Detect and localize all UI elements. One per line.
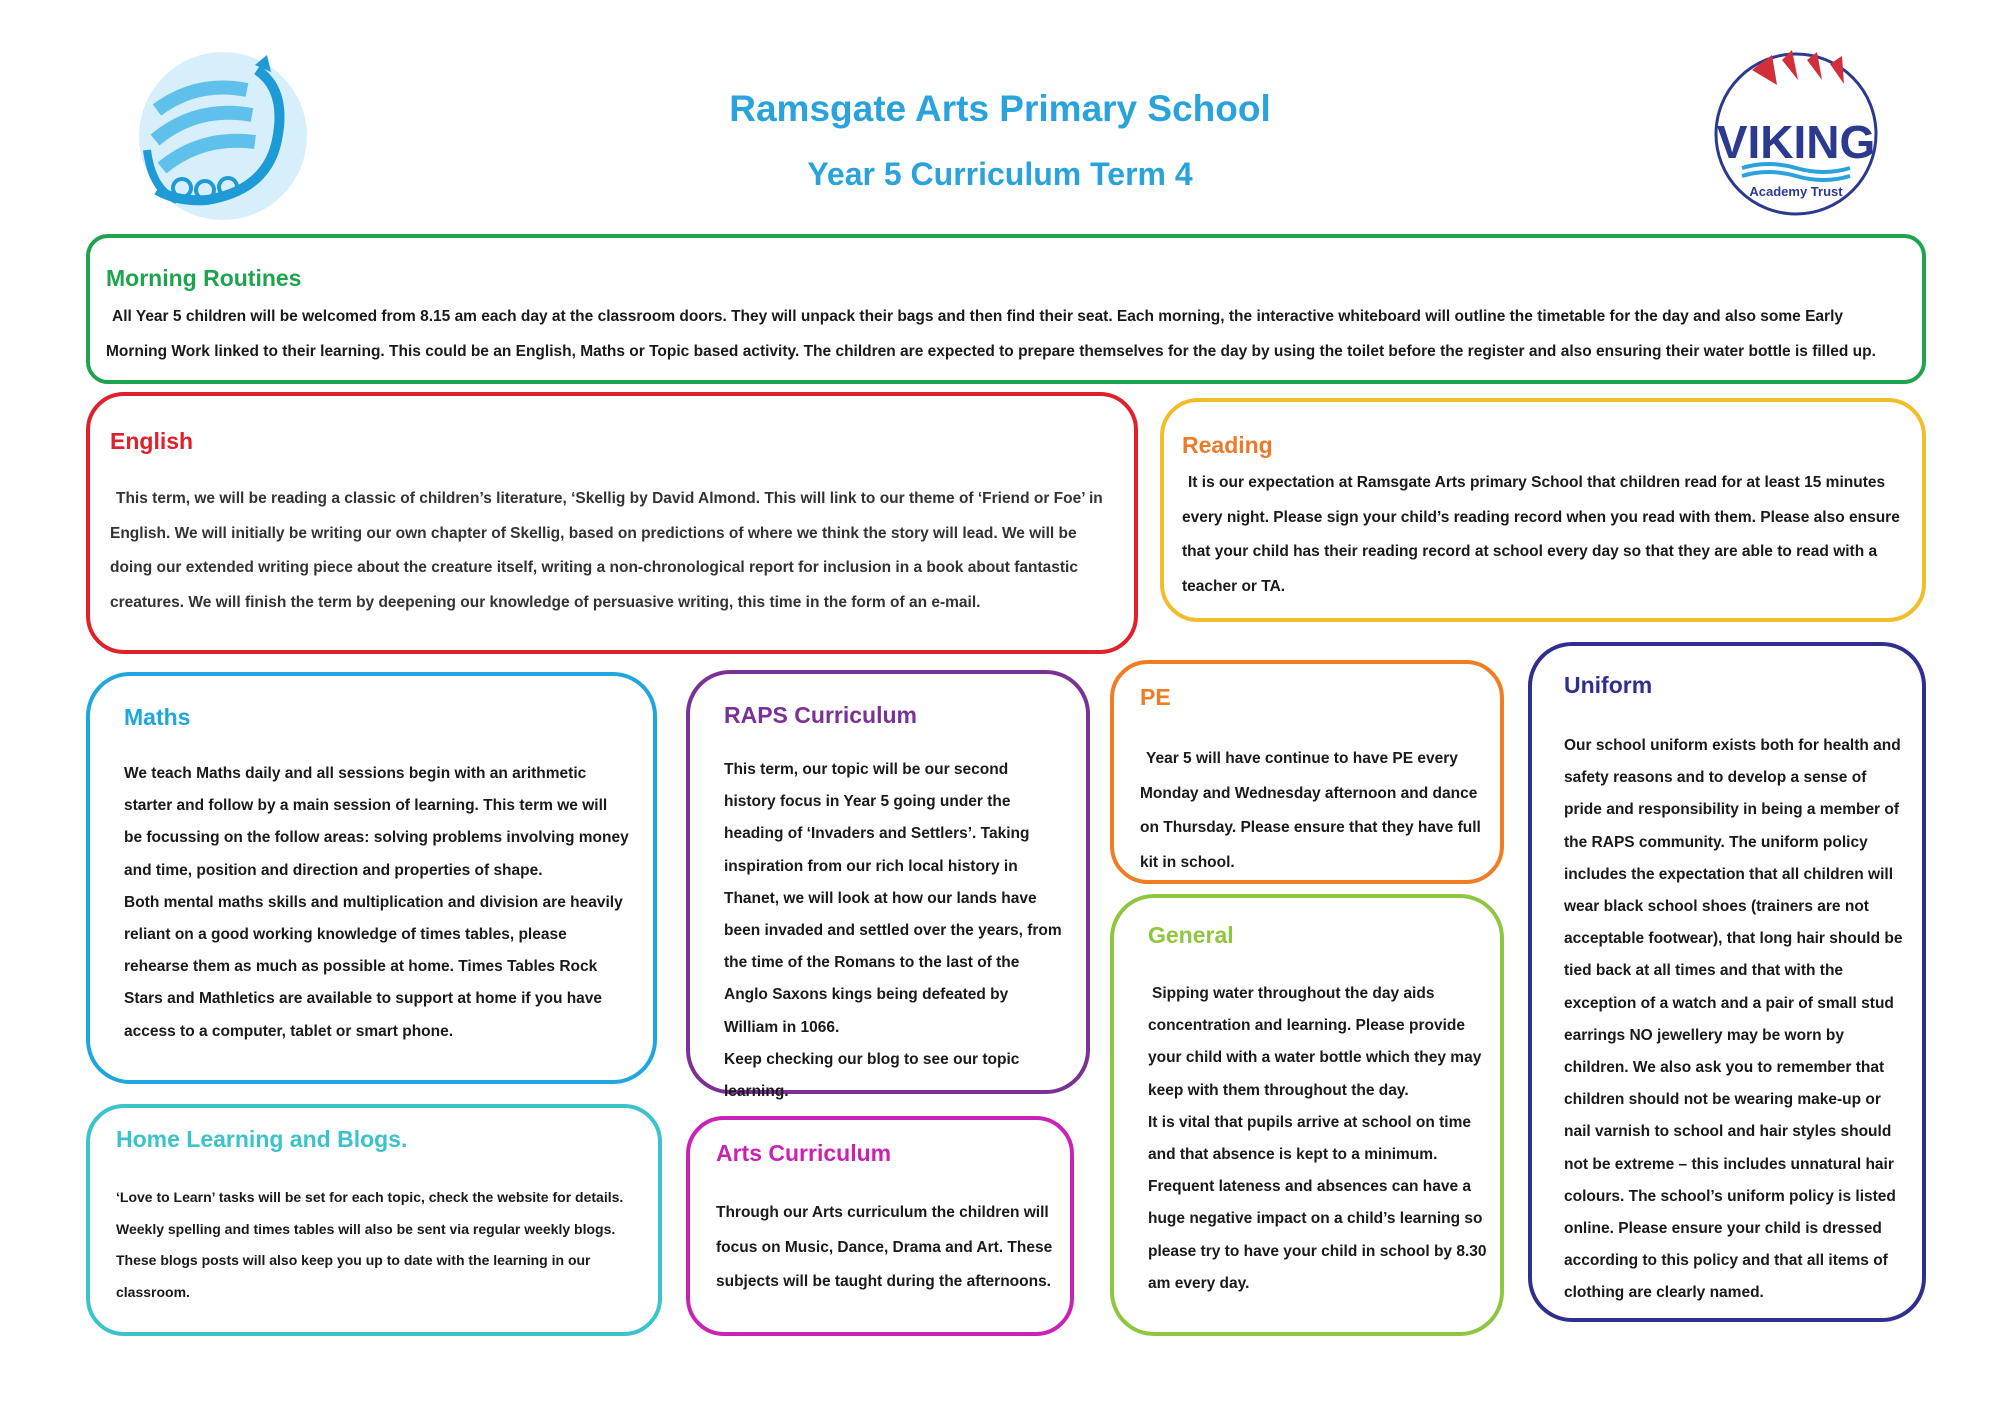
home-learning-heading: Home Learning and Blogs.	[116, 1126, 408, 1152]
maths-box	[86, 672, 657, 1084]
morning-routines-text: All Year 5 children will be welcomed from 8.15 am each day at the classroom doors. They will unpack their bags and then find their seat. Each morning, the interactive whiteboard will outline the timetable for the day and also some Early Morning Work linked to their learning. This could be an English, Maths or Topic based activity. The children are expected to prepare themselves for the day by using the toilet before the register and also ensuring their water bottle is filled up.	[106, 308, 1876, 360]
reading-text: It is our expectation at Ramsgate Arts primary School that children read for at least 15 minutes every night. Please sign your child’s reading record when you read with them. Please also ensure that your child has their reading record at school every day so that they are able to read with a teacher or TA.	[1182, 474, 1900, 595]
morning-routines-heading: Morning Routines	[106, 265, 302, 291]
morning-routines-box	[86, 234, 1926, 384]
pe-box	[1110, 660, 1504, 884]
svg-text:Academy Trust: Academy Trust	[1749, 184, 1843, 199]
pe-text: Year 5 will have continue to have PE every Monday and Wednesday afternoon and dance on Thursday. Please ensure that they have full kit in school.	[1140, 750, 1481, 871]
maths-heading: Maths	[124, 704, 191, 730]
arts-curriculum-box	[686, 1116, 1074, 1336]
english-text: This term, we will be reading a classic of children’s literature, ‘Skellig by David Almond. This will link to our theme of ‘Friend or Foe’ in English. We will initially be writing our own chapter of Skellig, based on predictions of where we think the story will lead. We will be doing our extended writing piece about the creature itself, writing a non-chronological report for inclusion in a book about fantastic creatures. We will finish the term by deepening our knowledge of persuasive writing, this time in the form of an e-mail.	[110, 490, 1103, 611]
viking-ship-logo-icon	[137, 50, 309, 222]
english-heading: English	[110, 428, 194, 454]
uniform-box	[1528, 642, 1926, 1322]
page-subtitle: Year 5 Curriculum Term 4	[807, 156, 1193, 192]
general-text: Sipping water throughout the day aids concentration and learning. Please provide your child with a water bottle which they may keep with them throughout the day. It is vital that pupils arrive at school on time and that absence is kept to a minimum. Frequent lateness and absences can have a huge negative impact on a child’s learning so please try to have your child in school by 8.30 am every day.	[1148, 985, 1487, 1292]
svg-text:VIKING: VIKING	[1716, 116, 1876, 168]
pe-heading: PE	[1140, 684, 1171, 710]
arts-curriculum-heading: Arts Curriculum	[716, 1140, 892, 1166]
home-learning-box	[86, 1104, 662, 1336]
english-box	[86, 392, 1138, 654]
raps-curriculum-text: This term, our topic will be our second history focus in Year 5 going under the heading of ‘Invaders and Settlers’. Taking inspiration from our rich local history in Thanet, we will look at how our lands have been invaded and settled over the years, from the time of the Romans to the last of the Anglo Saxons kings being defeated by William in 1066. Keep checking our blog to see our topic learning.	[724, 761, 1062, 1101]
raps-curriculum-box	[686, 670, 1090, 1101]
reading-box	[1160, 398, 1926, 622]
page-title: Ramsgate Arts Primary School	[729, 88, 1271, 129]
uniform-text: Our school uniform exists both for health and safety reasons and to develop a sense of pride and responsibility in being a member of the RAPS community. The uniform policy includes the expectation that all children will wear black school shoes (trainers are not acceptable footwear), that long hair should be tied back at all times and that with the exception of a watch and a pair of small stud earrings NO jewellery may be worn by children. We also ask you to remember that children should not be wearing make-up or nail varnish to school and hair styles should not be extreme – this includes unnatural hair colours. The school’s uniform policy is listed online. Please ensure your child is dressed according to this policy and that all items of clothing are clearly named.	[1564, 737, 1903, 1302]
reading-heading: Reading	[1182, 432, 1273, 458]
home-learning-text: ‘Love to Learn’ tasks will be set for each topic, check the website for details. Weekly spelling and times tables will also be sent via regular weekly blogs. These blogs posts will also keep you up to date with the learning in our classroom.	[116, 1189, 624, 1300]
general-heading: General	[1148, 922, 1234, 948]
general-box	[1110, 894, 1504, 1336]
uniform-heading: Uniform	[1564, 672, 1653, 698]
raps-curriculum-heading: RAPS Curriculum	[724, 702, 917, 728]
maths-text: We teach Maths daily and all sessions begin with an arithmetic starter and follow by a main session of learning. This term we will be focussing on the follow areas: solving problems involving money and time, position and direction and properties of shape. Both mental maths skills and multiplication and division are heavily reliant on a good working knowledge of times tables, please rehearse them as much as possible at home. Times Tables Rock Stars and Mathletics are available to support at home if you have access to a computer, tablet or smart phone.	[124, 765, 629, 1040]
arts-curriculum-text: Through our Arts curriculum the children will focus on Music, Dance, Drama and Art. These subjects will be taught during the afternoons.	[716, 1204, 1053, 1290]
